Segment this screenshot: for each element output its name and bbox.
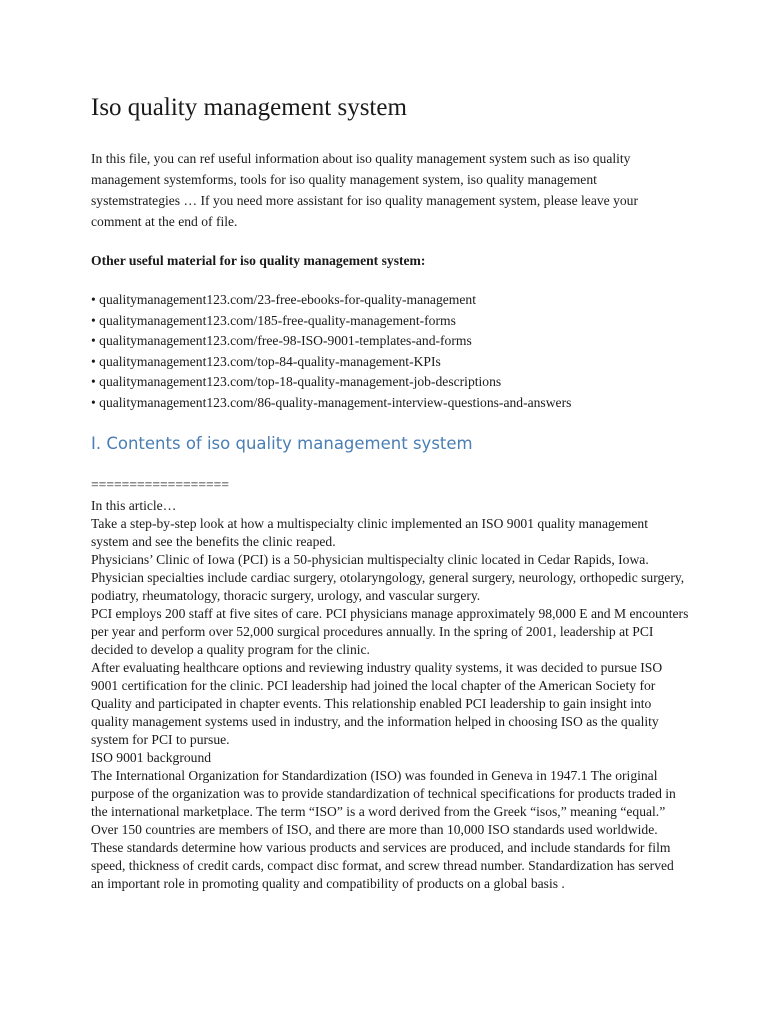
section-heading-contents: I. Contents of iso quality management system xyxy=(91,434,473,453)
body-subheading: ISO 9001 background xyxy=(91,750,212,765)
body-paragraph: PCI employs 200 staff at five sites of care. PCI physicians manage approximately 98,000 E and M encounters per year and perform over 52,000 surgical procedures annually. In the spring of 2001, leadership at PCI decided to develop a quality program for the clinic. xyxy=(91,606,689,657)
resource-link[interactable]: • qualitymanagement123.com/23-free-ebooks-for-quality-management xyxy=(91,292,476,307)
body-paragraph: The International Organization for Standardization (ISO) was founded in Geneva in 1947.1 The original purpose of the organization was to provide standardization of technical specifications for products traded in the international marketplace. The term “ISO” is a word derived from the Greek “isos,” meaning “equal.” xyxy=(91,768,676,819)
body-paragraph: Take a step-by-step look at how a multispecialty clinic implemented an ISO 9001 quality management system and see the benefits the clinic reaped. xyxy=(91,516,648,549)
body-paragraph: In this article… xyxy=(91,498,177,513)
body-paragraph: Over 150 countries are members of ISO, and there are more than 10,000 ISO standards used worldwide. These standards determine how various products and services are produced, and include standards for film speed, thickness of credit cards, compact disc format, and screw thread number. Standardization has served an important role in promoting quality and compatibility of products on a global basis . xyxy=(91,822,674,891)
resource-link-list xyxy=(91,290,571,414)
resource-link[interactable]: • qualitymanagement123.com/86-quality-management-interview-questions-and-answers xyxy=(91,394,572,410)
separator-line: ================== xyxy=(91,477,229,492)
document-title: Iso quality management system xyxy=(91,94,407,121)
body-paragraph: After evaluating healthcare options and reviewing industry quality systems, it was decided to pursue ISO 9001 certification for the clinic. PCI leadership had joined the local chapter of the American Society for Quality and participated in chapter events. This relationship enabled PCI leadership to gain insight into quality management systems used in industry, and the information helped in choosing ISO as the quality system for PCI to pursue. xyxy=(91,660,663,747)
other-material-heading: Other useful material for iso quality management system: xyxy=(91,253,426,268)
resource-link[interactable]: • qualitymanagement123.com/top-18-quality-management-job-descriptions xyxy=(91,374,502,390)
resource-link[interactable]: • qualitymanagement123.com/185-free-quality-management-forms xyxy=(91,312,456,328)
resource-link[interactable]: • qualitymanagement123.com/free-98-ISO-9001-templates-and-forms xyxy=(91,333,472,349)
article-body xyxy=(91,497,689,893)
body-paragraph: Physicians’ Clinic of Iowa (PCI) is a 50-physician multispecialty clinic located in Cedar Rapids, Iowa. Physician specialties include cardiac surgery, otolaryngology, general surgery, neurology, orthopedic surgery, podiatry, rheumatology, thoracic surgery, urology, and vascular surgery. xyxy=(91,552,685,603)
resource-link[interactable]: • qualitymanagement123.com/top-84-quality-management-KPIs xyxy=(91,353,441,369)
intro-paragraph: In this file, you can ref useful information about iso quality management system such as iso quality management systemforms, tools for iso quality management system, iso quality management systemstrategies … If you need more assistant for iso quality management system, please leave your comment at the end of file. xyxy=(91,151,639,229)
